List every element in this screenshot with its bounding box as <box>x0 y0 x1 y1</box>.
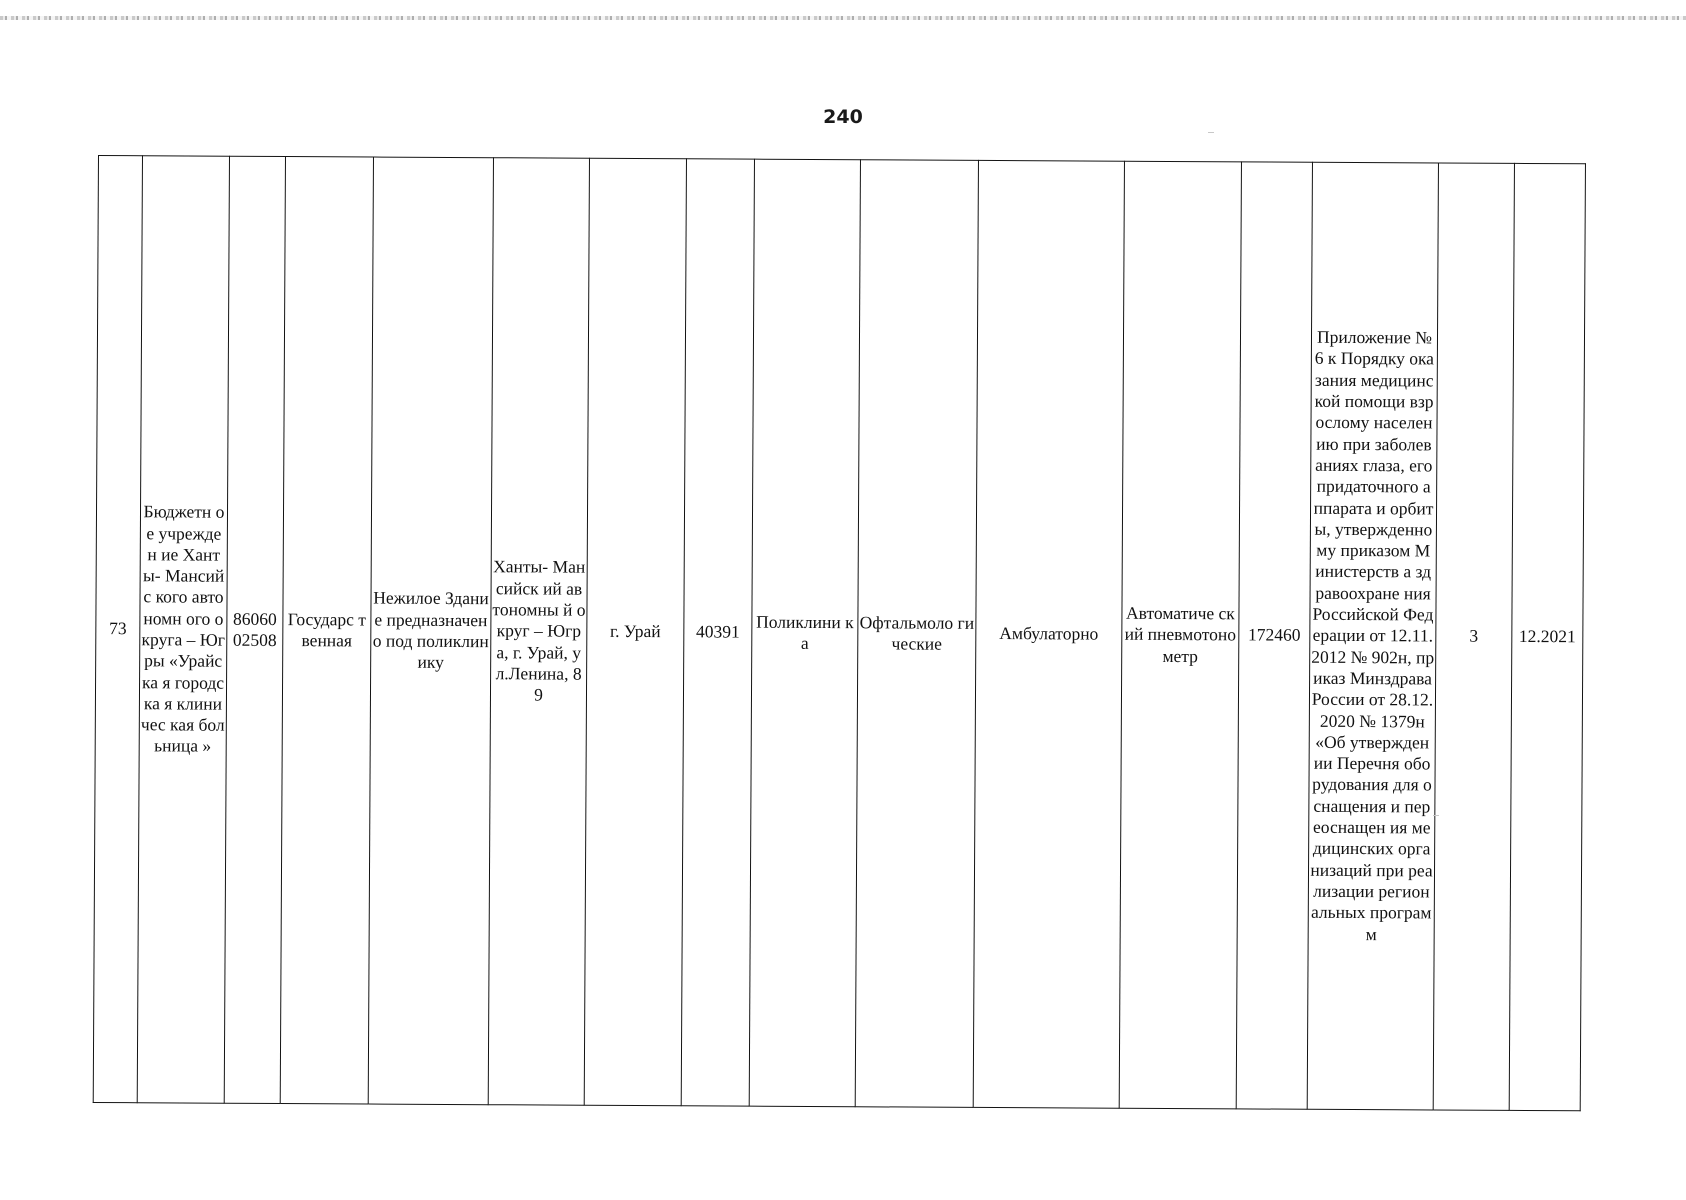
building-cell <box>368 157 493 1105</box>
organization-name: Бюджетн ое учрежден ие Ханты- Мансийс кого автономн ого округа – Югры «Урайска я городска я клиничес кая больница » <box>140 501 226 757</box>
quantity-cell <box>1433 163 1514 1110</box>
care-condition: Амбулаторно <box>999 623 1099 644</box>
regulatory-basis: Приложение № 6 к Порядку оказания медицинской помощи взрослому населению при заболеваниях глаза, его придаточного аппарата и орбиты, утвержденно му приказом Министерств а здравоохране ния Российской Федерации от 12.11.2012 № 902н, приказ Минздрава России от 28.12.2020 № 1379н «Об утверждении Перечня оборудования для оснащения и переоснащен ия медицинских организаций при реализации региональных программ <box>1310 326 1435 944</box>
date-cell <box>1509 163 1585 1110</box>
oktmo-cell <box>681 159 754 1106</box>
condition-cell <box>973 160 1124 1108</box>
address-cell <box>488 158 589 1106</box>
unit-type: Поликлини ка <box>756 611 854 653</box>
row-index-cell <box>93 156 142 1103</box>
building-type: Нежилое Здание предназначен о под поликлинику <box>372 587 489 673</box>
registry-table <box>93 155 1586 1111</box>
page-number: 240 <box>823 106 863 128</box>
ownership-form: Государс твенная <box>287 608 367 651</box>
okpd-cell <box>1236 162 1312 1109</box>
scan-speck <box>1433 815 1439 816</box>
unit-cell <box>749 159 860 1107</box>
profile-cell <box>855 160 978 1108</box>
organization-cell <box>137 156 229 1103</box>
equipment-name: Автоматиче ский пневмотоно метр <box>1124 602 1237 666</box>
supply-date: 12.2021 <box>1518 626 1576 647</box>
code-cell <box>224 156 285 1103</box>
basis-cell <box>1307 162 1438 1110</box>
city: г. Урай <box>609 621 661 642</box>
equipment-cell <box>1119 161 1241 1109</box>
scan-edge-artifact <box>0 16 1686 20</box>
table-row <box>93 156 1585 1111</box>
ownership-cell <box>280 157 373 1104</box>
row-index: 73 <box>109 618 127 639</box>
address: Ханты- Мансийск ий автономны й округ – Югра, г. Урай, ул.Ленина, 89 <box>492 556 586 705</box>
scan-speck <box>1208 132 1214 133</box>
medical-profile: Офтальмоло гические <box>859 611 975 654</box>
quantity: 3 <box>1469 626 1479 647</box>
okpd-code: 172460 <box>1248 624 1301 646</box>
oktmo-code: 40391 <box>695 621 740 642</box>
organization-code: 86060 02508 <box>232 608 277 651</box>
city-cell <box>584 158 686 1106</box>
